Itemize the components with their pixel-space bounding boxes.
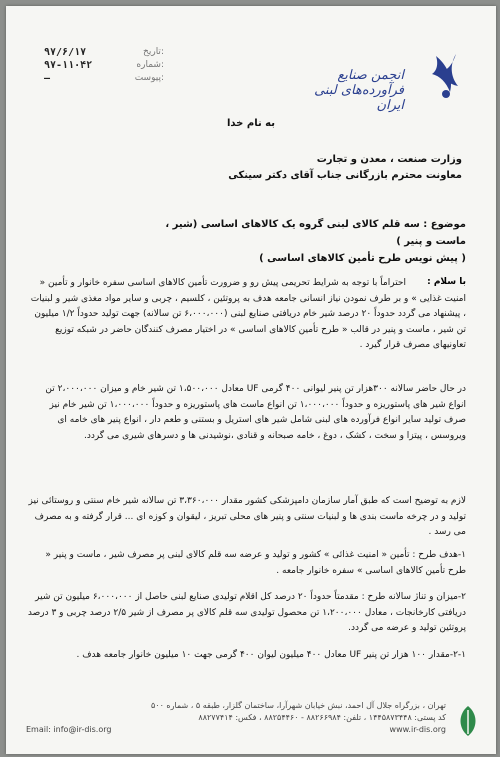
addressee-line-2: معاونت محترم بازرگانی جناب آقای دکتر سینکی bbox=[228, 170, 462, 181]
footer-text bbox=[26, 700, 446, 736]
addressee bbox=[162, 152, 462, 184]
footer-email[interactable]: Email: info@ir-dis.org bbox=[26, 725, 112, 734]
footer-web[interactable]: www.ir-dis.org bbox=[389, 725, 446, 734]
attachment-label: پیوست: bbox=[134, 73, 164, 83]
number-label: شماره: bbox=[136, 60, 164, 70]
footer-contacts bbox=[26, 724, 446, 736]
greeting: با سلام : bbox=[427, 277, 466, 287]
paragraph-4: ۱-هدف طرح : تأمین « امنیت غذائی » کشور و تولید و عرضه سه قلم کالای لبنی پر مصرف شیر ، ماست و پنیر « طرح تأمین کالاهای اساسی » سفره خانوار جامعه . bbox=[45, 550, 466, 576]
addressee-line-1: وزارت صنعت ، معدن و تجارت bbox=[316, 154, 462, 165]
letter-footer bbox=[26, 696, 476, 746]
paragraph-6: ۲-۱-مقدار ۱۰۰ هزار تن پنیر UF معادل ۴۰۰ میلیون لیوان ۴۰۰ گرمی جهت ۱۰ میلیون خانوار جامعه هدف . bbox=[76, 650, 466, 660]
paragraph-1: احتراماً با توجه به شرایط تحریمی پیش رو و ضرورت تأمین کالاهای اساسی سفره خانوار و تأمین « امنیت غذایی » و بر طرف نمودن نیاز انسانی جامعه هدف به پروتئین ، کلسیم ، چربی و سایر مواد مغذی شیر و لبنیات ، پیشنهاد می گردد حدوداً ۲۰ درصد شیر خام دریافتی صنایع لبنی (۶،۰۰۰،۰۰۰ تن سالانه) جهت تولید حدوداً ۱/۲ میلیون تن شیر ، ماست و پنیر در قالب « طرح تأمین کالاهای اساسی » در اختیار مصرف کنندگان حاضر در شبکه توزیع تعاونیهای مصرف قرار گیرد . bbox=[30, 278, 466, 350]
subject bbox=[146, 216, 466, 267]
paragraph-3: لازم به توضیح است که طبق آمار سازمان دامپزشکی کشور مقدار ۳،۳۶۰،۰۰۰ تن سالانه شیر خام سنتی و روستائی نیز تولید و در چرخه ماست بندی ها و لبنیات سنتی و پنیر های محلی تبریز ، لیقوان و کوزه ای ... قرار گرفته و به مصرف می رسد . bbox=[28, 496, 466, 537]
paragraph-2: در حال حاضر سالانه ۳۰۰هزار تن پنیر لیوانی ۴۰۰ گرمی UF معادل ۱،۵۰۰،۰۰۰ تن شیر خام و میزان ۲،۰۰۰،۰۰۰ تن انواع شیر های پاستوریزه و حدوداً ۱،۰۰۰،۰۰۰ تن انواع ماست های پاستوریزه و حدوداً ۱،۰۰۰،۰۰۰ تن شیر خام نیز صرف تولید سایر انواع فرآورده های لبنی شامل شیر های استریل و بستنی و طعم دار ، انواع پنیر های خامه ای ویروسس ، پیتزا و سخت ، کشک ، دوغ ، خامه صبحانه و قنادی ،نوشیدنی ها و دسرهای شیری می گردد. bbox=[45, 384, 466, 441]
subject-line-2: ( پیش نویس طرح تأمین کالاهای اساسی ) bbox=[259, 253, 466, 264]
org-name: انجمن صنایع فرآورده‌های لبنی ایران bbox=[314, 68, 404, 113]
number-value: ۹۷-۱۱۰۴۲ bbox=[44, 60, 93, 71]
paragraph-5: ۲-میزان و تناژ سالانه طرح : مقدمتاً حدوداً ۲۰ درصد کل اقلام تولیدی صنایع لبنی حاصل از ۶،۰۰۰،۰۰۰ میلیون تن شیر دریافتی کارخانجات ، معادل ۱،۲۰۰،۰۰۰ تن محصول تولیدی سه قلم کالای پر مصرف از شیر ۲/۵ درصد چربی و ۳ درصد پروتئین تولید و عرضه می گردد. bbox=[27, 592, 466, 633]
date-value: ۹۷/۶/۱۷ bbox=[44, 47, 87, 58]
letter-meta bbox=[44, 46, 164, 85]
letter-page bbox=[6, 6, 496, 754]
attachment-value: — bbox=[44, 73, 51, 84]
bismillah-heading: به نام خدا bbox=[226, 118, 276, 129]
footer-leaf-icon bbox=[454, 704, 482, 738]
subject-line-1: موضوع : سه قلم کالای لبنی گروه یک کالاهای اساسی (شیر ، ماست و پنیر ) bbox=[165, 219, 466, 247]
date-label: تاریخ: bbox=[143, 47, 164, 57]
footer-postal: کد پستی: ۱۴۴۵۸۷۳۴۴۸ ، تلفن: ۸۸۲۶۶۹۸۴ - ۸۸۲۵۴۴۶۰ ، فکس: ۸۸۲۷۷۴۱۴ bbox=[198, 713, 446, 722]
footer-address: تهران ، بزرگراه جلال آل احمد، نبش خیابان شهرآرا، ساختمان گلزار، طبقه ۵ ، شماره ۵۰۰ bbox=[151, 701, 446, 710]
